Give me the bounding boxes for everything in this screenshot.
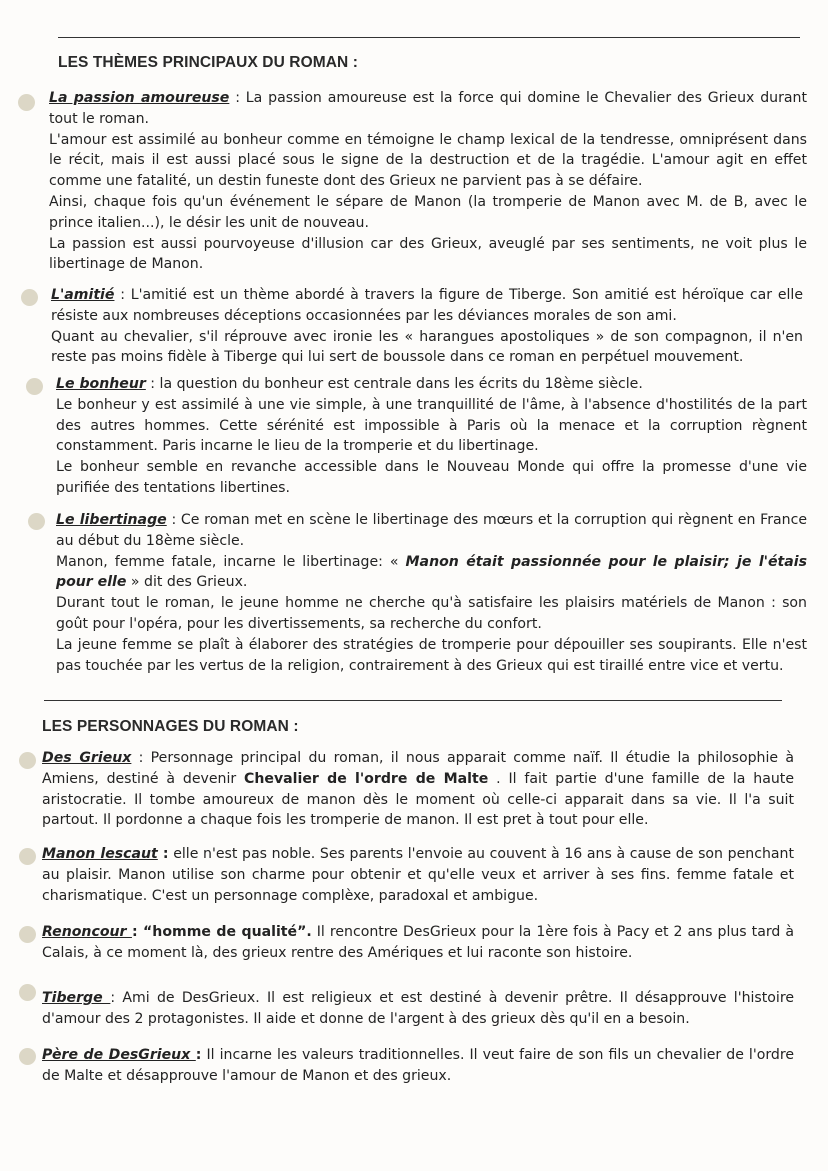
bullet-dot: [19, 1048, 36, 1065]
char-pere-text: Père de DesGrieux : Il incarne les valeurs traditionnelles. Il veut faire de son fils un chevalier de l'ordre de Malte et désapprouve l'amour de Manon et des grieux.: [42, 1047, 794, 1084]
char-desgrieux-text: Des Grieux : Personnage principal du roman, il nous apparait comme naïf. Il étudie la philosophie à Amiens, destiné à devenir Chevalier de l'ordre de Malte . Il fait partie d'une famille de la haute aristocratie. Il tombe amoureux de manon dès le moment où celle-ci apparait dans sa vie. Il l'a suit partout. Il pordonne a chaque fois les tromperie de manon. Il est pret à tout pour elle.: [42, 750, 794, 829]
bullet-dot: [28, 513, 45, 530]
theme-passion-p2: L'amour est assimilé au bonheur comme en témoigne le champ lexical de la tendresse, omniprésent dans le récit, mais il est aussi placé sous le signe de la destruction et de la tragédie. L'amour agit en effet comme une fatalité, un destin funeste dont des Grieux ne parvient pas à se défaire.: [49, 131, 807, 190]
theme-amitie-block: [51, 285, 803, 368]
bullet-dot: [19, 848, 36, 865]
bullet-dot: [19, 984, 36, 1001]
char-tiberge-text: Tiberge : Ami de DesGrieux. Il est religieux et est destiné à devenir prêtre. Il désapprouve l'histoire d'amour des 2 protagonistes. Il aide et donne de l'argent à des grieux dès qu'il en a besoin.: [42, 990, 794, 1027]
char-renoncour-block: [42, 922, 794, 964]
char-pere-block: [42, 1045, 794, 1087]
theme-passion-block: [49, 88, 807, 275]
char-tiberge-term: Tiberge: [42, 990, 111, 1006]
theme-passion-intro: La passion amoureuse : La passion amoureuse est la force qui domine le Chevalier des Grieux durant tout le roman.: [49, 90, 807, 127]
theme-bonheur-term: Le bonheur: [56, 376, 146, 392]
theme-libertinage-intro: Le libertinage : Ce roman met en scène le libertinage des mœurs et la corruption qui règnent en France au début du 18ème siècle.: [56, 512, 807, 549]
theme-passion-p3: Ainsi, chaque fois qu'un événement le sépare de Manon (la tromperie de Manon avec M. de B, avec le prince italien...), le désir les unit de nouveau.: [49, 193, 807, 231]
theme-libertinage-p2: Manon, femme fatale, incarne le libertinage: « Manon était passionnée pour le plaisir; je l'étais pour elle » dit des Grieux.: [56, 553, 807, 591]
quote: Manon était passionnée pour le plaisir; je l'étais pour elle: [56, 553, 807, 591]
bullet-dot: [26, 378, 43, 395]
themes-heading: LES THÈMES PRINCIPAUX DU ROMAN :: [58, 54, 359, 71]
char-manon-block: [42, 844, 794, 906]
bullet-dot: [18, 94, 35, 111]
theme-bonheur-p2: Le bonheur y est assimilé à une vie simple, à une tranquillité de l'âme, à l'absence d'hostilités de la part des autres hommes. Cette sérénité est impossible à Paris où la menace et la corruption règnent constamment. Paris incarne le lieu de la tromperie et du libertinage.: [56, 396, 807, 455]
characters-heading: LES PERSONNAGES DU ROMAN :: [42, 718, 299, 735]
middle-divider: [44, 700, 782, 701]
top-divider: [58, 37, 800, 38]
theme-passion-term: La passion amoureuse: [49, 90, 230, 106]
theme-bonheur-p3: Le bonheur semble en revanche accessible dans le Nouveau Monde qui offre la promesse d'une vie purifiée des tentations libertines.: [56, 459, 807, 496]
char-desgrieux-block: [42, 748, 794, 831]
theme-libertinage-p3: Durant tout le roman, le jeune homme ne cherche qu'à satisfaire les plaisirs matériels de Manon : son goût pour l'opéra, pour les divertissements, sa recherche du confort.: [56, 595, 807, 632]
theme-libertinage-p4: La jeune femme se plaît à élaborer des stratégies de tromperie pour dépouiller ses soupirants. Elle n'est pas touchée par les vertus de la religion, contrairement à des Grieux qui est tiraillé entre vice et vertu.: [56, 636, 807, 674]
theme-amitie-intro: L'amitié : L'amitié est un thème abordé à travers la figure de Tiberge. Son amitié est héroïque car elle résiste aux nombreuses déceptions occasionnées par les déviances morales de son ami.: [51, 287, 803, 324]
char-tiberge-block: [42, 988, 794, 1030]
char-desgrieux-term: Des Grieux: [42, 750, 132, 766]
theme-libertinage-term: Le libertinage: [56, 512, 167, 528]
bullet-dot: [19, 752, 36, 769]
bullet-dot: [21, 289, 38, 306]
theme-passion-p4: La passion est aussi pourvoyeuse d'illusion car des Grieux, aveuglé par ses sentiments, ne voit plus le libertinage de Manon.: [49, 235, 807, 273]
theme-bonheur-block: [56, 374, 807, 499]
theme-amitie-p2: Quant au chevalier, s'il réprouve avec ironie les « harangues apostoliques » de son compagnon, il n'en reste pas moins fidèle à Tiberge qui lui sert de boussole dans ce roman en perpétuel mouvement.: [51, 328, 803, 366]
char-renoncour-term: Renoncour: [42, 924, 132, 940]
theme-libertinage-block: [56, 510, 807, 676]
char-renoncour-text: Renoncour : “homme de qualité”. Il rencontre DesGrieux pour la 1ère fois à Pacy et 2 ans plus tard à Calais, à ce moment là, des grieux rentre des Amériques et lui raconte son histoire.: [42, 924, 794, 961]
theme-bonheur-intro: Le bonheur : la question du bonheur est centrale dans les écrits du 18ème siècle.: [56, 376, 643, 392]
char-manon-text: Manon lescaut : elle n'est pas noble. Ses parents l'envoie au couvent à 16 ans à cause de son penchant au plaisir. Manon utilise son charme pour obtenir et qu'elle veux et arriver à ses fins. femme fatale et charismatique. C'est un personnage complèxe, paradoxal et ambigue.: [42, 846, 794, 904]
bullet-dot: [19, 926, 36, 943]
char-pere-term: Père de DesGrieux: [42, 1047, 196, 1063]
char-manon-term: Manon lescaut: [42, 846, 158, 862]
theme-amitie-term: L'amitié: [51, 287, 115, 303]
